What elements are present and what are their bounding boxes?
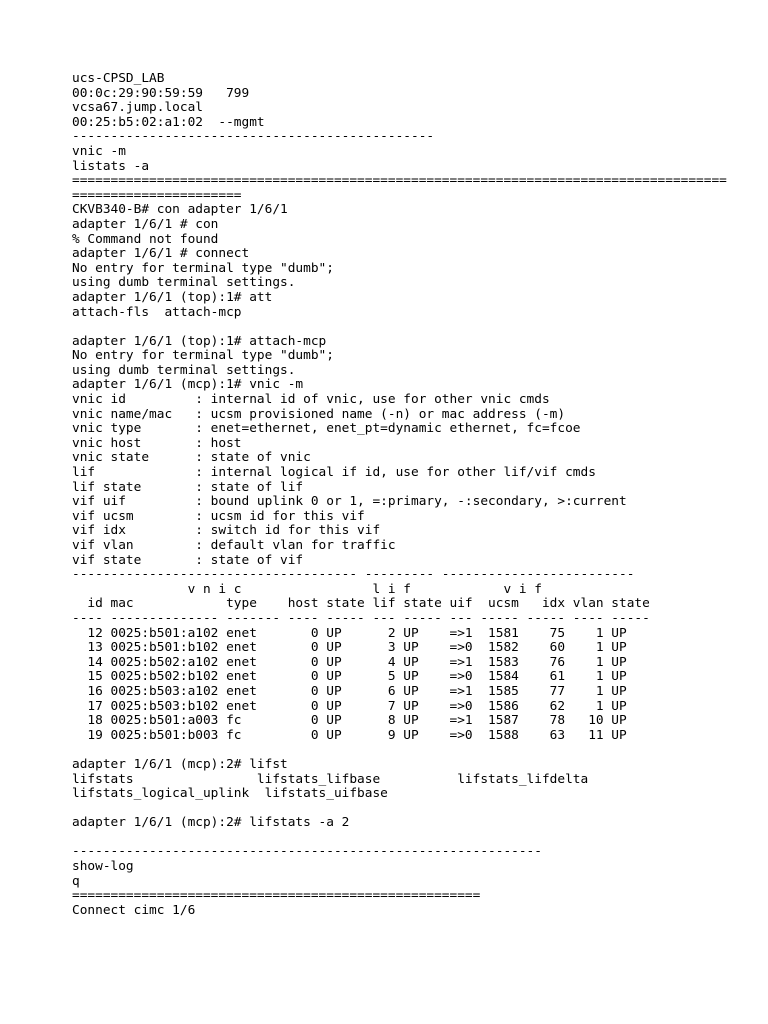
transcript-line: ucs-CPSD_LAB [72, 71, 165, 86]
transcript-line: id mac type host state lif state uif ucsm idx vlan state [72, 596, 650, 612]
transcript-line: 13 0025:b501:b102 enet 0 UP 3 UP =>0 1582 60 1 UP [72, 640, 627, 656]
transcript-line: listats -a [72, 158, 150, 174]
transcript-line: adapter 1/6/1 # con [72, 216, 219, 232]
transcript-line: lifstats lifstats_lifbase lifstats_lifdelta [72, 771, 589, 787]
transcript-line: vif idx : switch id for this vif [72, 523, 381, 539]
transcript-line: ----------------------------------------------- [72, 129, 435, 145]
transcript-line: ---- -------------- ------- ---- ----- --- ----- --- ----- ----- ---- ----- [72, 610, 650, 626]
transcript-line: adapter 1/6/1 (mcp):2# lifstats -a 2 [72, 815, 350, 831]
transcript-line: Connect cimc 1/6 [72, 902, 196, 918]
transcript-line: using dumb terminal settings. [72, 275, 296, 291]
transcript-line: lif state : state of lif [72, 479, 304, 495]
transcript-line: ------------------------------------------------------------- [72, 844, 542, 860]
transcript-line: vnic -m [72, 143, 126, 159]
transcript-line [72, 743, 727, 758]
transcript-line: 16 0025:b503:a102 enet 0 UP 6 UP =>1 1585 77 1 UP [72, 683, 627, 699]
transcript-line: 12 0025:b501:a102 enet 0 UP 2 UP =>1 1581 75 1 UP [72, 625, 627, 641]
transcript-line: vnic id : internal id of vnic, use for other vnic cmds [72, 392, 550, 408]
transcript-line: show-log [72, 859, 134, 875]
transcript-line: vnic state : state of vnic [72, 450, 311, 466]
transcript-line: ------------------------------------- --------- ------------------------- [72, 567, 635, 583]
transcript-line: 15 0025:b502:b102 enet 0 UP 5 UP =>0 1584 61 1 UP [72, 669, 627, 685]
transcript-line: ===================================================================================== [72, 173, 727, 189]
transcript-line: ====================== [72, 187, 242, 203]
transcript-line [72, 320, 727, 335]
transcript-line: adapter 1/6/1 (top):1# att [72, 289, 273, 305]
transcript-line: vnic name/mac : ucsm provisioned name (-n) or mac address (-m) [72, 406, 566, 422]
transcript-line: adapter 1/6/1 (mcp):2# lifst [72, 756, 288, 772]
transcript-line: adapter 1/6/1 # connect [72, 246, 250, 262]
transcript-line: lif : internal logical if id, use for other lif/vif cmds [72, 465, 596, 481]
transcript-line: No entry for terminal type "dumb"; [72, 260, 334, 276]
transcript-line: CKVB340-B# con adapter 1/6/1 [72, 202, 288, 218]
transcript-line: 00:25:b5:02:a1:02 --mgmt [72, 114, 265, 130]
transcript-line: q [72, 873, 80, 889]
transcript-line: 19 0025:b501:b003 fc 0 UP 9 UP =>0 1588 63 11 UP [72, 727, 627, 743]
transcript-line: adapter 1/6/1 (top):1# attach-mcp [72, 333, 327, 349]
transcript-line: vif uif : bound uplink 0 or 1, =:primary, -:secondary, >:current [72, 494, 627, 510]
terminal-transcript [72, 72, 727, 918]
transcript-line [72, 802, 727, 817]
transcript-line: 17 0025:b503:b102 enet 0 UP 7 UP =>0 1586 62 1 UP [72, 698, 627, 714]
transcript-line: adapter 1/6/1 (mcp):1# vnic -m [72, 377, 304, 393]
transcript-line: lifstats_logical_uplink lifstats_uifbase [72, 786, 388, 802]
transcript-line: vif ucsm : ucsm id for this vif [72, 508, 365, 524]
transcript-line: 18 0025:b501:a003 fc 0 UP 8 UP =>1 1587 78 10 UP [72, 713, 627, 729]
transcript-line: 14 0025:b502:a102 enet 0 UP 4 UP =>1 1583 76 1 UP [72, 654, 627, 670]
transcript-line: attach-fls attach-mcp [72, 304, 242, 320]
transcript-line: 00:0c:29:90:59:59 799 [72, 85, 250, 101]
transcript-line: vnic type : enet=ethernet, enet_pt=dynamic ethernet, fc=fcoe [72, 421, 581, 437]
transcript-line: vnic host : host [72, 435, 242, 451]
transcript-line [72, 831, 727, 846]
transcript-line: v n i c l i f v i f [72, 581, 542, 597]
transcript-line: using dumb terminal settings. [72, 362, 296, 378]
transcript-line: No entry for terminal type "dumb"; [72, 348, 334, 364]
transcript-line: ===================================================== [72, 888, 481, 904]
transcript-line: vcsa67.jump.local [72, 100, 203, 116]
transcript-line: % Command not found [72, 231, 219, 247]
transcript-line: vif state : state of vif [72, 552, 304, 568]
transcript-line: vif vlan : default vlan for traffic [72, 538, 396, 553]
